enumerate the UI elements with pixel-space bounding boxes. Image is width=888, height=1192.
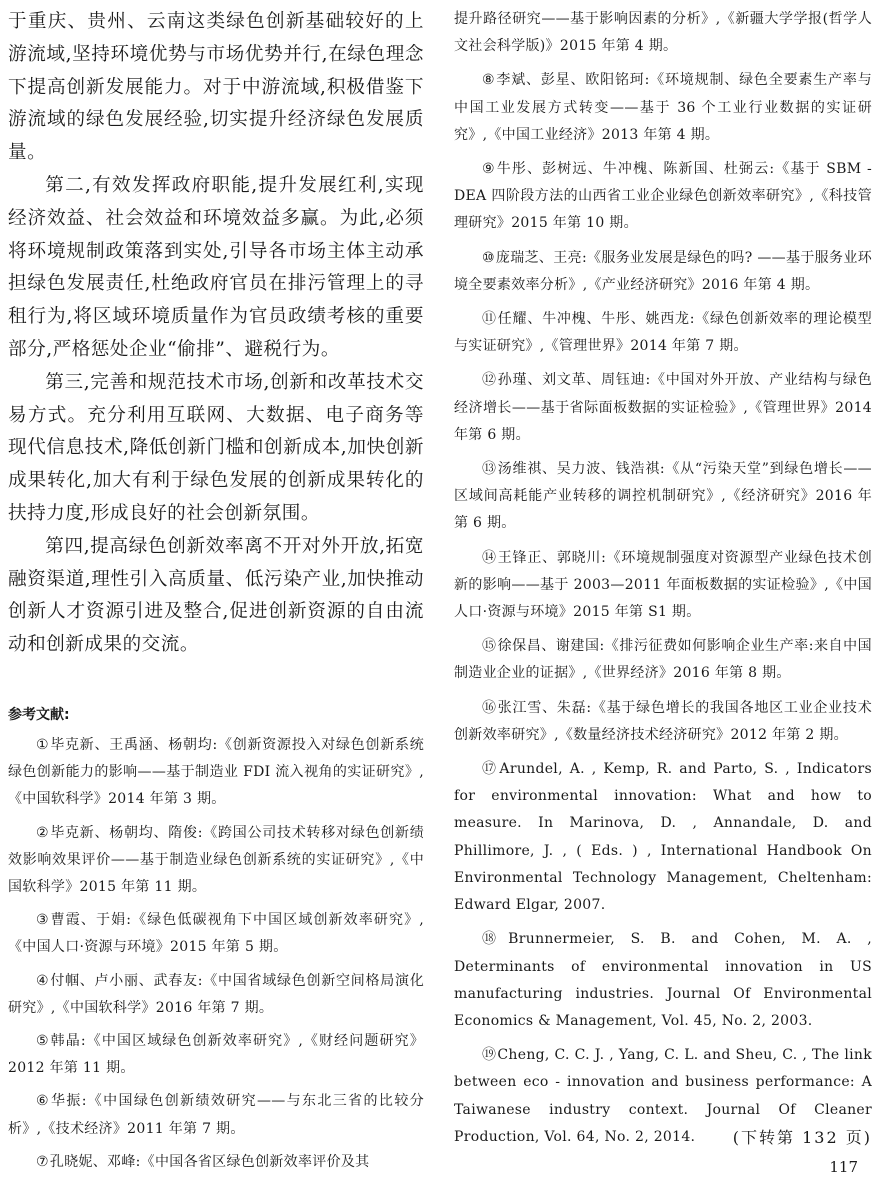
body-paragraph-4: 第四,提高绿色创新效率离不开对外开放,拓宽融资渠道,理性引入高质量、低污染产业,加快推动创新人才资源引进及整合,促进创新资源的自由流动和创新成果的交流。 [8,535,424,656]
body-paragraph-1: 于重庆、贵州、云南这类绿色创新基础较好的上游流域,坚持环境优势与市场优势并行,在绿色理念下提高创新发展能力。对于中游流域,积极借鉴下游流域的绿色发展经验,切实提升经济绿色发展质量。 [8,11,424,164]
reference-item [8,1028,424,1082]
reference-number: ⑦ [36,1153,49,1170]
reference-item [454,695,872,749]
reference-text: 曹霞、于娟:《绿色低碳视角下中国区域创新效率研究》,《中国人口·资源与环境》2015 年第 5 期。 [8,912,424,956]
reference-text: 毕克新、杨朝均、隋俊:《跨国公司技术转移对绿色创新绩效影响效果评价——基于制造业绿色创新系统的实证研究》,《中国软科学》2015 年第 11 期。 [8,824,425,895]
reference-number: ⑩ [482,249,495,266]
reference-item [454,1042,872,1151]
reference-text: 庞瑞芝、王亮:《服务业发展是绿色的吗? ——基于服务业环境全要素效率分析》,《产业经济研究》2016 年第 4 期。 [454,249,872,293]
reference-number: ⑱ [482,931,508,948]
reference-text: 孔晓妮、邓峰:《中国各省区绿色创新效率评价及其 [49,1153,370,1170]
reference-text: 韩晶:《中国区域绿色创新效率研究》,《财经问题研究》2012 年第 11 期。 [8,1032,424,1077]
reference-number: ⑤ [36,1032,50,1049]
reference-number: ③ [36,912,50,929]
right-column [454,6,872,1158]
reference-number: ⑰ [482,761,499,778]
reference-item [454,67,872,149]
reference-number: ⑬ [482,461,497,478]
reference-text: Cheng, C. C. J. , Yang, C. L. and Sheu, C. , The link between eco - innovation and business performance: A Taiwanese industry context. Journal Of Cleaner Production, Vol. 64, No. 2, 2014. [454,1047,872,1145]
reference-text: 任耀、牛冲槐、牛彤、姚西龙:《绿色创新效率的理论模型与实证研究》,《管理世界》2014 年第 7 期。 [454,311,872,355]
reference-text: 王锋正、郭晓川:《环境规制强度对资源型产业绿色技术创新的影响——基于 2003—2011 年面板数据的实证检验》,《中国人口·资源与环境》2015 年第 S1 期。 [454,549,872,621]
reference-number: ⑧ [482,72,496,89]
reference-text: 牛彤、彭树远、牛冲槐、陈新国、杜弼云:《基于 SBM - DEA 四阶段方法的山西省工业企业绿色创新效率研究》,《科技管理研究》2015 年第 10 期。 [454,161,872,232]
reference-number: ① [36,736,50,753]
body-paragraph-3: 第三,完善和规范技术市场,创新和改革技术交易方式。充分利用互联网、大数据、电子商务等现代信息技术,降低创新门槛和创新成本,加快创新成果转化,加大有利于绿色发展的创新成果转化的扶持力度,形成良好的社会创新氛围。 [8,371,424,524]
reference-text: 毕克新、王禹涵、杨朝均:《创新资源投入对绿色创新系统绿色创新能力的影响——基于制造业 FDI 流入视角的实证研究》,《中国软科学》2014 年第 3 期。 [8,736,425,808]
reference-number: ② [36,824,50,841]
continued-on-page-note: (下转第 132 页) [732,1127,872,1147]
reference-continuation: 提升路径研究——基于影响因素的分析》,《新疆大学学报(哲学人文社会科学版)》2015 年第 4 期。 [454,11,872,55]
reference-item [454,456,872,538]
reference-item [8,1088,424,1142]
reference-item [454,245,872,299]
reference-number: ⑲ [482,1047,497,1064]
left-column [8,6,424,1182]
reference-text: 付帼、卢小丽、武春友:《中国省域绿色创新空间格局演化研究》,《中国软科学》2016 年第 7 期。 [8,972,425,1016]
reference-item [454,926,872,1035]
reference-item [8,968,424,1022]
reference-item [454,545,872,627]
references-heading: 参考文献: [8,706,70,723]
reference-item [8,820,424,902]
reference-text: Arundel, A. , Kemp, R. and Parto, S. , Indicators for environmental innovation: What and how to measure. In Marinova, D. , Annandale, D. and Phillimore, J. , ( Eds. ) , International Handbook On Environmental Technology Management, Cheltenham: Edward Elgar, 2007. [454,761,872,914]
references-list-left [8,732,424,1176]
reference-number: ⑭ [482,549,497,566]
reference-number: ④ [36,972,50,989]
reference-item [454,156,872,238]
reference-text: 华振:《中国绿色创新绩效研究——与东北三省的比较分析》,《技术经济》2011 年第 7 期。 [8,1093,424,1137]
reference-number: ⑪ [482,311,497,328]
reference-item [454,756,872,919]
reference-number: ⑯ [482,699,497,716]
reference-item [8,732,424,814]
reference-text: 汤维祺、吴力波、钱浩祺:《从“污染天堂”到绿色增长——区域间高耗能产业转移的调控机制研究》,《经济研究》2016 年第 6 期。 [454,461,872,532]
reference-number: ⑮ [482,638,497,655]
reference-text: 李斌、彭星、欧阳铭珂:《环境规制、绿色全要素生产率与中国工业发展方式转变——基于 36 个工业行业数据的实证研究》,《中国工业经济》2013 年第 4 期。 [454,72,872,143]
reference-text: 孙瑾、刘文革、周钰迪:《中国对外开放、产业结构与绿色经济增长——基于省际面板数据的实证检验》,《管理世界》2014 年第 6 期。 [454,372,872,443]
reference-item [454,367,872,449]
reference-item [454,306,872,360]
references-list-right [454,67,872,1151]
reference-number: ⑨ [482,161,496,178]
reference-text: 张江雪、朱磊:《基于绿色增长的我国各地区工业企业技术创新效率研究》,《数量经济技术经济研究》2012 年第 2 期。 [454,699,872,743]
page-number: 117 [829,1158,858,1176]
reference-item [8,1149,424,1176]
reference-item [454,633,872,687]
reference-item [8,907,424,961]
reference-text: 徐保昌、谢建国:《排污征费如何影响企业生产率:来自中国制造业企业的证据》,《世界经济》2016 年第 8 期。 [454,638,872,682]
body-paragraph-2: 第二,有效发挥政府职能,提升发展红利,实现经济效益、社会效益和环境效益多赢。为此,必须将环境规制政策落到实处,引导各市场主体主动承担绿色发展责任,杜绝政府官员在排污管理上的寻租行为,将区域环境质量作为官员政绩考核的重要部分,严格惩处企业“偷排”、避税行为。 [8,174,424,360]
reference-number: ⑥ [36,1093,50,1110]
reference-number: ⑫ [482,372,497,389]
reference-text: Brunnermeier, S. B. and Cohen, M. A. , Determinants of environmental innovation in US manufacturing industries. Journal Of Environmental Economics & Management, Vol. 45, No. 2, 2003. [454,931,872,1029]
